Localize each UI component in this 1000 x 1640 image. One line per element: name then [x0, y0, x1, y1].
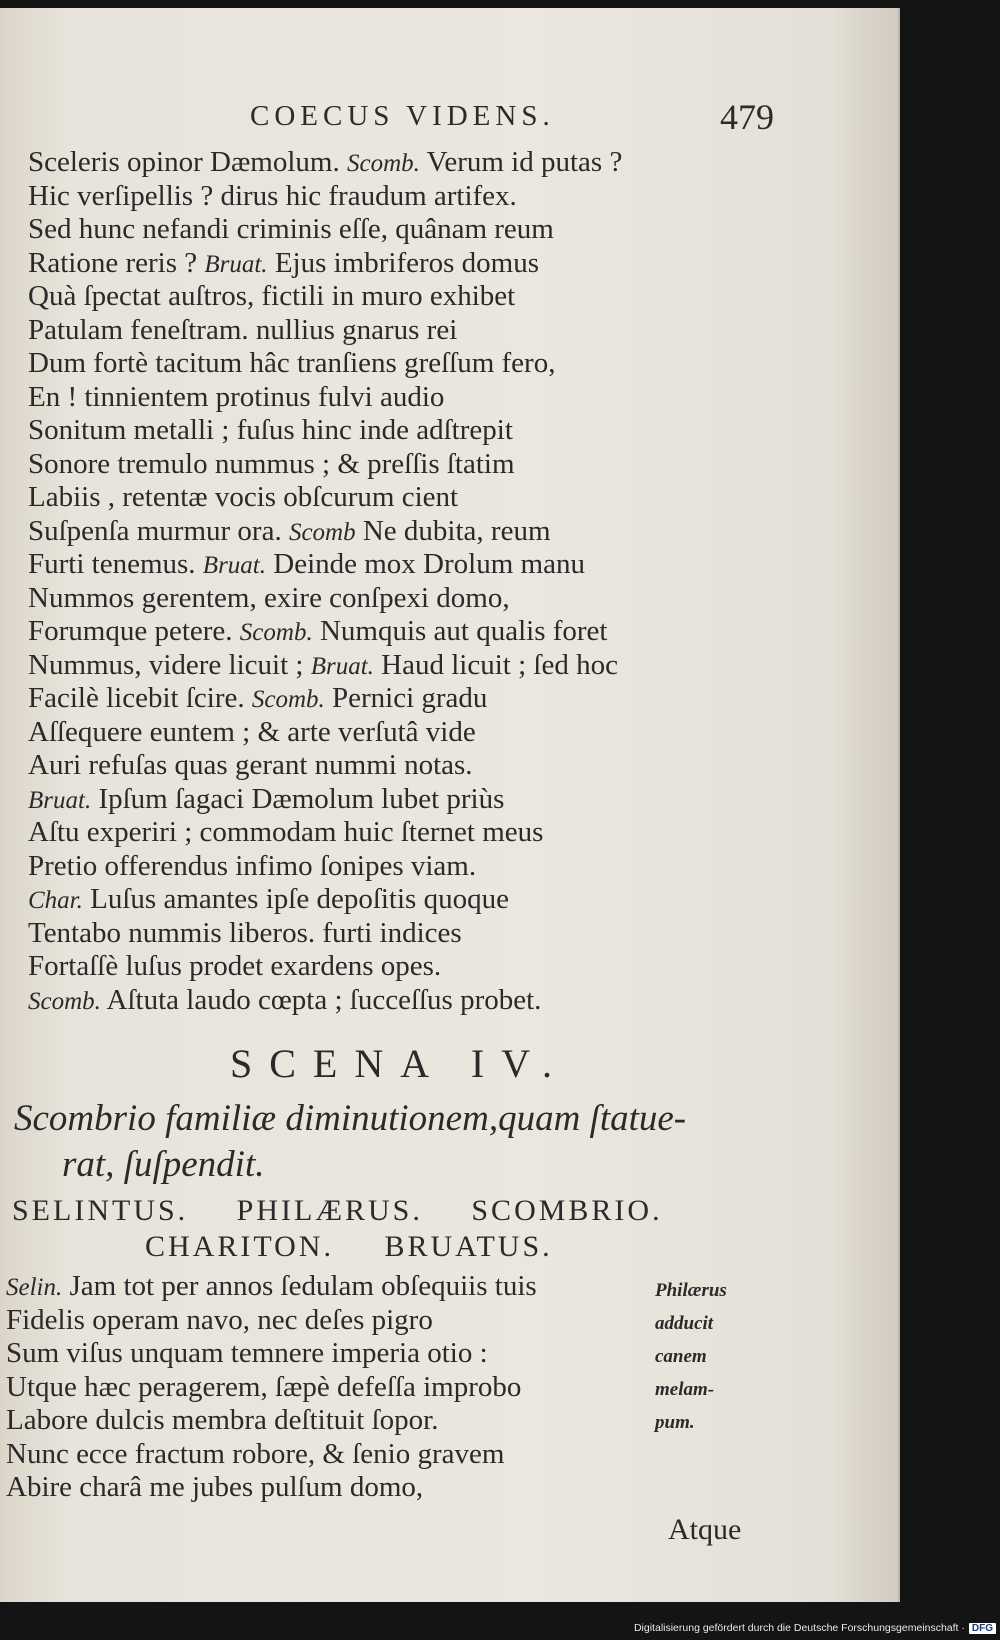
verse-text: Pernici gradu [324, 682, 488, 714]
verse-line [28, 213, 768, 247]
verse-line [28, 816, 768, 850]
verse-text: Haud licuit ; ſed hoc [373, 648, 618, 681]
verse-line [28, 749, 768, 783]
verse-text: Patulam feneſtram. nullius gnarus rei [28, 313, 458, 346]
verse-text: Sonitum metalli ; fuſus hinc inde adſtrepit [28, 414, 513, 446]
verse-text: Fortaſſè luſus prodet exardens opes. [28, 950, 442, 982]
scene-summary [14, 1096, 784, 1188]
personae-row [0, 1229, 790, 1265]
verse-text: Luſus amantes ipſe depoſitis quoque [82, 883, 509, 915]
verse-line [28, 783, 768, 817]
verse-line [28, 146, 768, 180]
verse-text: Nummos gerentem, exire conſpexi domo, [28, 581, 510, 614]
verse-text: Deinde mox Drolum manu [266, 548, 585, 580]
verse-text: Labiis , retentæ vocis obſcurum cient [28, 481, 459, 513]
verse-text: En ! tinnientem protinus fulvi audio [28, 380, 445, 413]
running-title: COECUS VIDENS. [250, 100, 555, 132]
verse-text: Sum viſus unquam temnere imperia otio : [6, 1337, 488, 1369]
verse-line [28, 381, 768, 415]
verse-text: Fidelis operam navo, nec deſes pigro [6, 1303, 433, 1336]
verse-line [28, 414, 768, 448]
verse-line [28, 280, 768, 314]
verse-text: Furti tenemus. [28, 548, 196, 580]
verse-line [28, 615, 768, 649]
stage-direction [655, 1274, 765, 1439]
persona-name: SELINTUS. [12, 1194, 189, 1227]
dramatis-personae [0, 1193, 790, 1265]
dfg-logo-icon: DFG [969, 1623, 996, 1634]
verse-block-2 [6, 1270, 646, 1505]
stage-direction-line: Philærus [655, 1280, 727, 1301]
stage-direction-line: canem [655, 1346, 707, 1367]
verse-text: Ipſum ſagaci Dæmolum lubet priùs [91, 782, 505, 815]
verse-line [6, 1371, 646, 1405]
verse-text: Auri refuſas quas gerant nummi notas. [28, 749, 473, 781]
verse-line [28, 515, 768, 549]
digitization-footer [634, 1622, 996, 1634]
verse-text: Labore dulcis membra deſtituit ſopor. [6, 1404, 439, 1436]
verse-line [28, 448, 768, 482]
verse-line [28, 582, 768, 616]
verse-line [6, 1270, 646, 1304]
verse-line [28, 984, 768, 1018]
verse-line [6, 1471, 646, 1505]
verse-text: Suſpenſa murmur ora. [28, 514, 282, 547]
verse-line [28, 883, 768, 917]
verse-line [6, 1304, 646, 1338]
verse-text: Ratione reris ? [28, 246, 198, 279]
verse-text: Verum id putas ? [419, 146, 623, 178]
verse-text: Sonore tremulo nummus ; & preſſis ſtatim [28, 447, 515, 480]
persona-name: PHILÆRUS. [236, 1194, 423, 1227]
stage-direction-line: adducit [655, 1313, 714, 1334]
scene-summary-line: Scombrio familiæ diminutionem,quam ſtatue- [14, 1098, 687, 1139]
speaker-label: Bruat. [204, 250, 268, 278]
speaker-label: Scomb. [239, 619, 313, 646]
speaker-label: Selin. [6, 1274, 63, 1301]
verse-text: Sceleris opinor Dæmolum. [28, 146, 340, 178]
verse-text: Facilè licebit ſcire. [28, 682, 245, 714]
speaker-label: Scomb. [28, 987, 101, 1015]
verse-text: Aſtuta laudo cœpta ; ſucceſſus probet. [100, 983, 542, 1016]
speaker-label: Bruat. [310, 652, 374, 680]
verse-line [28, 180, 768, 214]
verse-text: Sed hunc nefandi criminis eſſe, quânam reum [28, 213, 554, 245]
verse-text: Quà ſpectat auſtros, fictili in muro exhibet [28, 280, 516, 312]
footer-text: Digitalisierung gefördert durch die Deutsche Forschungsgemeinschaft · [633, 1622, 965, 1634]
verse-line [28, 481, 768, 515]
verse-text: Nummus, videre licuit ; [28, 648, 304, 681]
verse-text: Forumque petere. [28, 615, 233, 647]
page-header [0, 96, 898, 146]
scene-summary-line: rat, ſuſpendit. [62, 1144, 265, 1185]
persona-name: CHARITON. [145, 1230, 334, 1263]
speaker-label: Char. [28, 887, 83, 914]
verse-text: Aſtu experiri ; commodam huic ſternet meus [28, 816, 544, 848]
verse-text: Ne dubita, reum [355, 514, 551, 547]
verse-text: Numquis aut qualis foret [312, 615, 608, 647]
verse-text: Dum fortè tacitum hâc tranſiens greſſum fero, [28, 347, 556, 379]
personae-row [0, 1193, 790, 1229]
verse-line [28, 347, 768, 381]
verse-line [28, 716, 768, 750]
verse-line [6, 1404, 646, 1438]
verse-line [28, 247, 768, 281]
stage-direction-line: pum. [655, 1412, 695, 1433]
verse-line [28, 917, 768, 951]
verse-text: Ejus imbriferos domus [267, 246, 540, 279]
persona-name: BRUATUS. [384, 1230, 553, 1263]
verse-text: Abire charâ me jubes pulſum domo, [6, 1471, 424, 1503]
verse-line [6, 1438, 646, 1472]
verse-line [28, 314, 768, 348]
verse-line [28, 950, 768, 984]
verse-text: Nunc ecce fractum robore, & ſenio gravem [6, 1437, 505, 1470]
verse-line [28, 850, 768, 884]
verse-text: Pretio offerendus infimo ſonipes viam. [28, 849, 477, 882]
speaker-label: Scomb. [346, 150, 420, 177]
catchword: Atque [668, 1513, 742, 1546]
verse-line [28, 682, 768, 716]
verse-text: Tentabo nummis liberos. furti indices [28, 916, 462, 949]
verse-text: Aſſequere euntem ; & arte verſutâ vide [28, 715, 476, 748]
speaker-label: Scomb [288, 518, 356, 546]
verse-text: Jam tot per annos ſedulam obſequiis tuis [62, 1270, 537, 1302]
speaker-label: Bruat. [28, 786, 92, 814]
speaker-label: Bruat. [202, 552, 266, 579]
verse-line [28, 548, 768, 582]
speaker-label: Scomb. [251, 686, 325, 713]
verse-line [6, 1337, 646, 1371]
verse-line [28, 649, 768, 683]
page-number: 479 [720, 97, 774, 137]
verse-text: Utque hæc peragerem, ſæpè defeſſa improbo [6, 1370, 522, 1403]
persona-name: SCOMBRIO. [471, 1194, 663, 1227]
scene-title: SCENA IV. [230, 1041, 569, 1086]
verse-text: Hic verſipellis ? dirus hic fraudum artifex. [28, 179, 517, 212]
verse-block-1 [28, 146, 768, 1017]
book-page [0, 8, 900, 1602]
stage-direction-line: melam- [655, 1379, 715, 1400]
